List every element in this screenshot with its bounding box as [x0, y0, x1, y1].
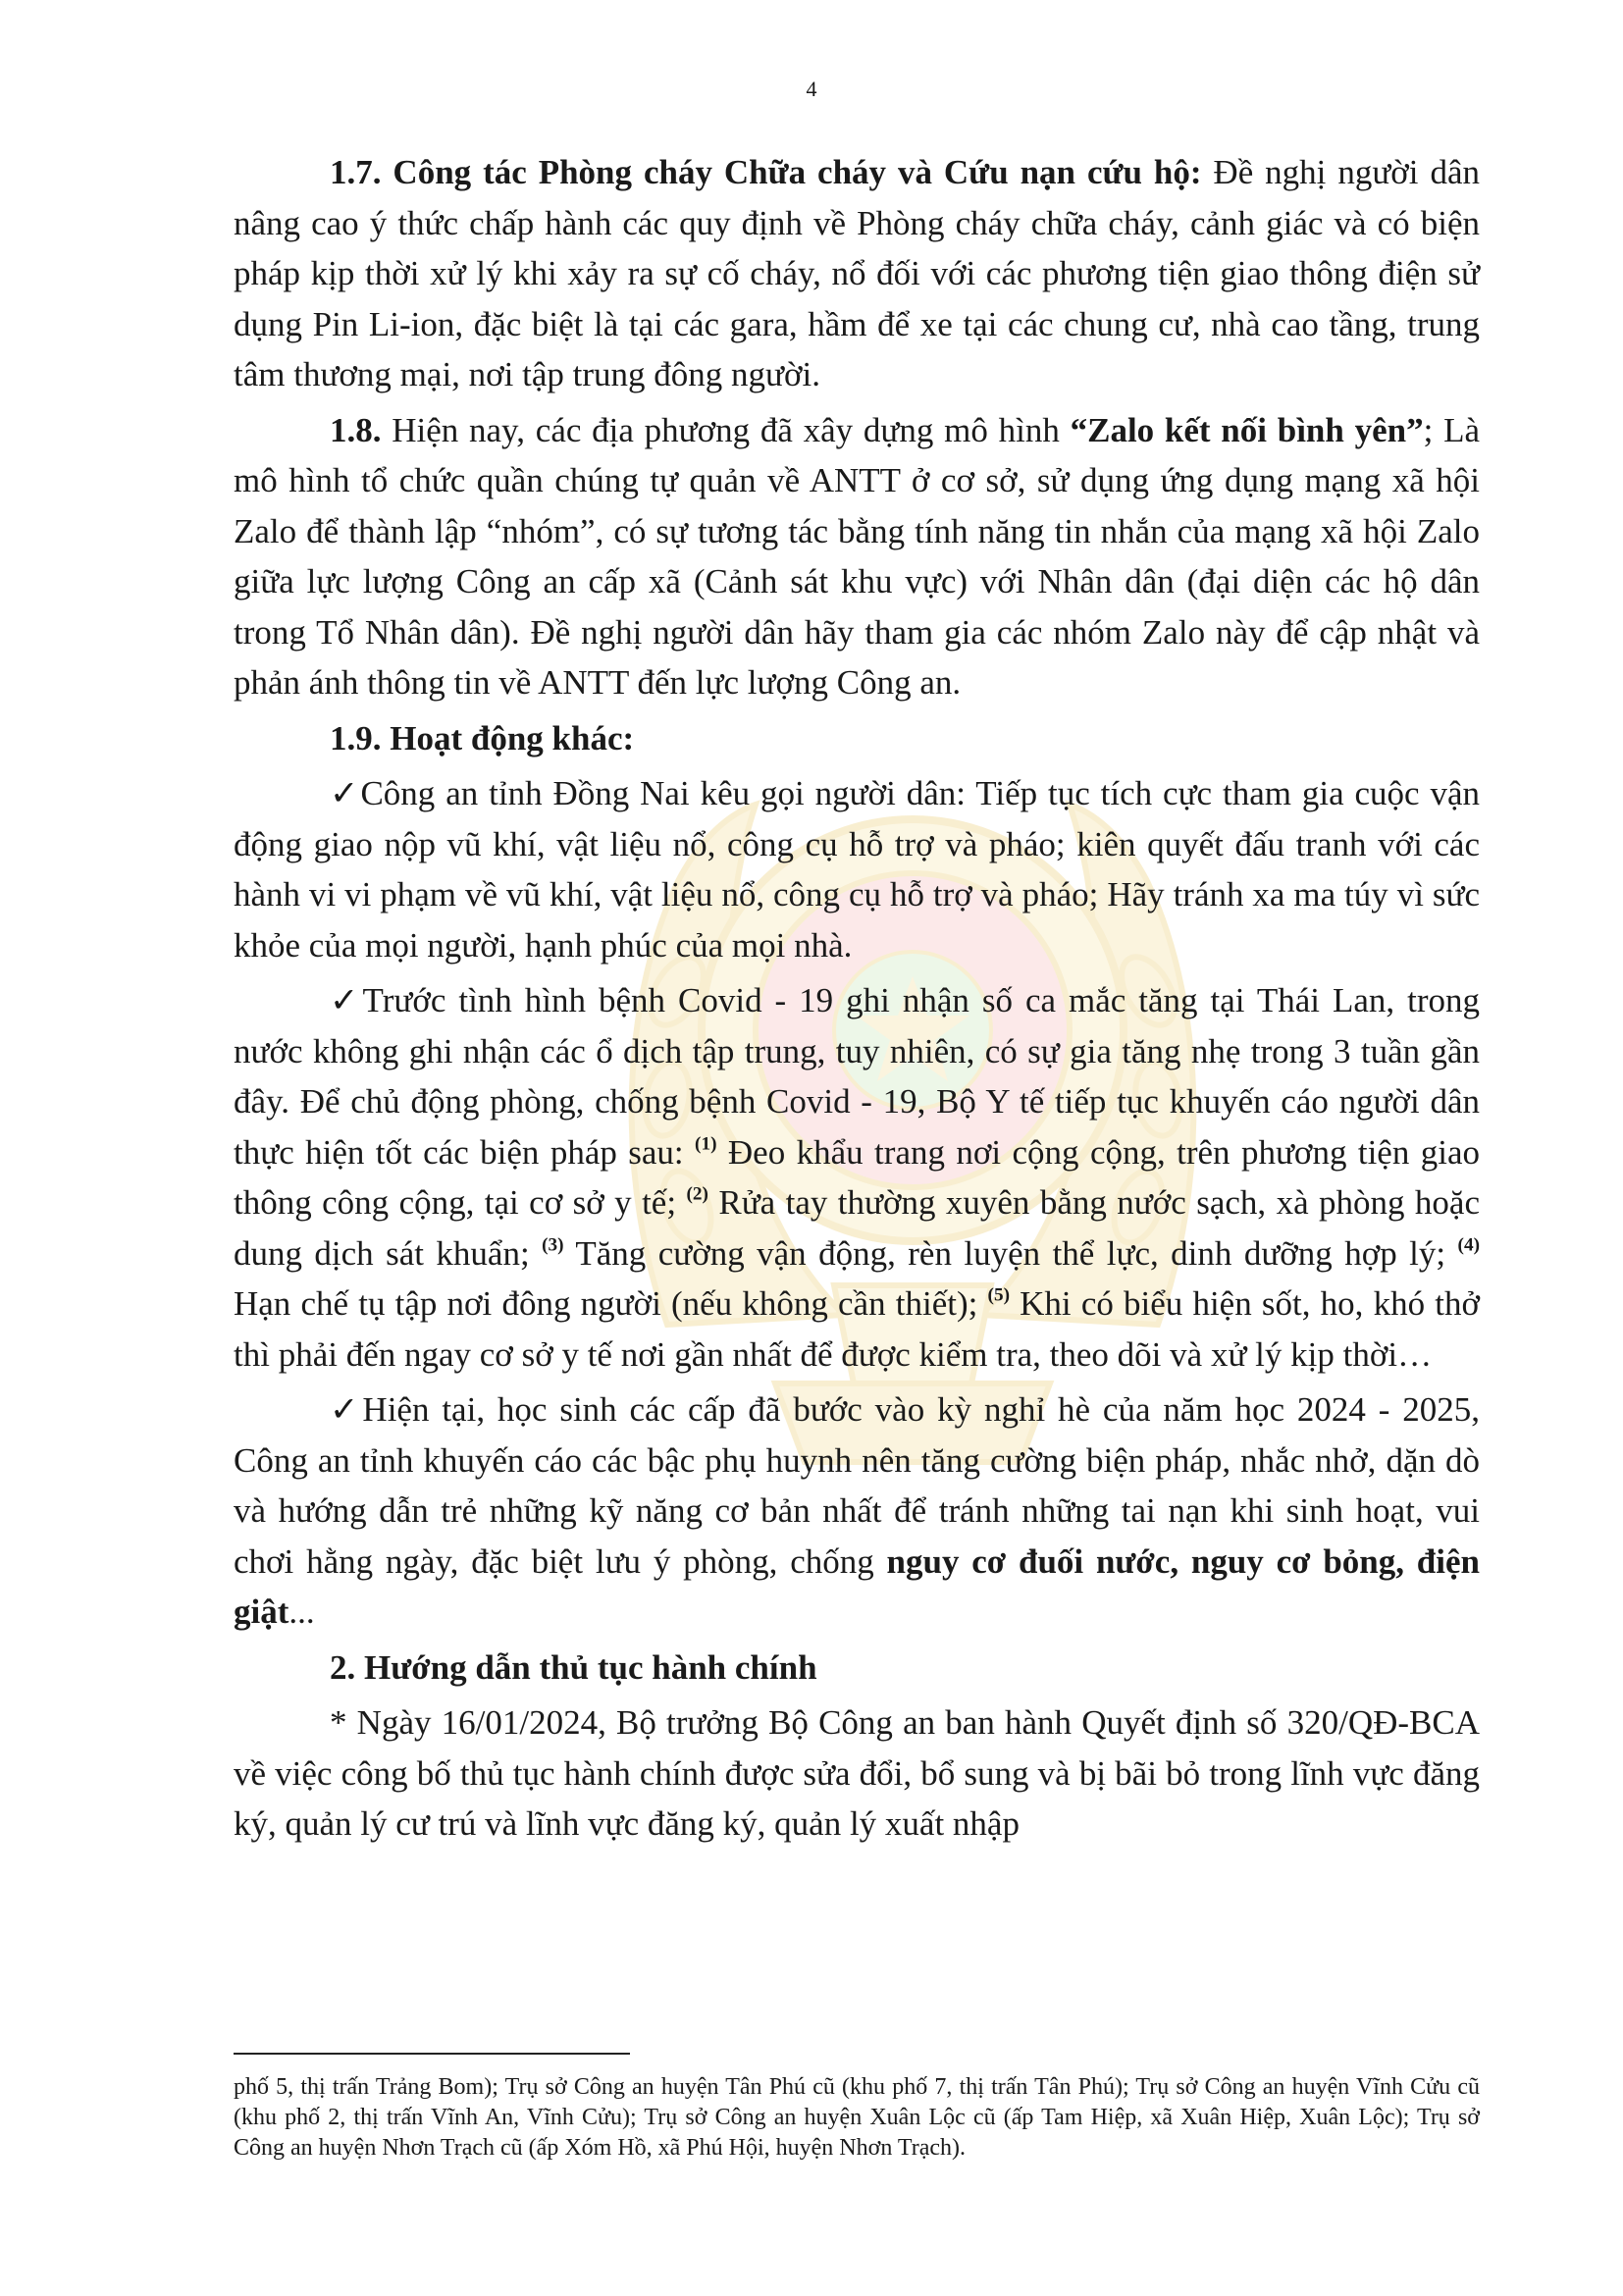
paragraph-zalo-model: [234, 405, 1480, 708]
weapons-drugs-text: ✓Công an tỉnh Đồng Nai kêu gọi người dân: Tiếp tục tích cực tham gia cuộc vận động giao nộp vũ khí, vật liệu nổ, công cụ hỗ trợ và pháo; kiên quyết đấu tranh với các hành vi vi phạm về vũ khí, vật liệu nổ, công cụ hỗ trợ và pháo; Hãy tránh xa ma túy vì sức khỏe của mọi người, hạnh phúc của mọi nhà.: [234, 774, 1480, 965]
covid-measure-5: Khi có biểu hiện sốt, ho, khó thở thì phải đến ngay cơ sở y tế nơi gần nhất để được kiểm tra, theo dõi và xử lý kịp thời…: [234, 1284, 1480, 1374]
heading-zalo-number: 1.8.: [330, 410, 382, 449]
covid-measure-2: Rửa tay thường xuyên bằng nước sạch, xà phòng hoặc dung dịch sát khuẩn;: [234, 1183, 1480, 1273]
footnote-separator: [234, 2053, 630, 2055]
summer-safety-text: ✓Hiện tại, học sinh các cấp đã bước vào kỳ nghỉ hè của năm học 2024 - 2025, Công an tỉnh khuyến cáo các bậc phụ huynh nên tăng cường biện pháp, nhắc nhở, dặn dò và hướng dẫn trẻ những kỹ năng cơ bản nhất để tránh những tai nạn khi sinh hoạt, vui chơi hằng ngày, đặc biệt lưu ý phòng, chống: [234, 1390, 1480, 1581]
paragraph-summer-safety: [234, 1384, 1480, 1638]
paragraph-admin-heading: [234, 1643, 1480, 1694]
covid-measure-4-number: (4): [1457, 1234, 1480, 1256]
heading-other-activities: 1.9. Hoạt động khác:: [330, 718, 635, 757]
paragraph-admin-decision: [234, 1697, 1480, 1850]
heading-fire-safety: 1.7. Công tác Phòng cháy Chữa cháy và Cứu nạn cứu hộ:: [330, 153, 1202, 191]
document-body: [234, 147, 1480, 1854]
page-number: 4: [806, 77, 817, 101]
covid-intro: ✓Trước tình hình bệnh Covid - 19 ghi nhận số ca mắc tăng tại Thái Lan, trong nước không ghi nhận các ổ dịch tập trung, tuy nhiên, có sự gia tăng nhẹ trong 3 tuần gần đây. Để chủ động phòng, chống bệnh Covid - 19, Bộ Y tế tiếp tục khuyến cáo người dân thực hiện tốt các biện pháp sau:: [234, 981, 1480, 1172]
covid-measure-3: Tăng cường vận động, rèn luyện thể lực, dinh dưỡng hợp lý;: [563, 1233, 1458, 1273]
paragraph-weapons-drugs: [234, 768, 1480, 970]
paragraph-other-heading: [234, 713, 1480, 764]
summer-safety-end: ...: [288, 1592, 315, 1631]
fire-safety-text: Đề nghị người dân nâng cao ý thức chấp hành các quy định về Phòng cháy chữa cháy, cảnh giác và có biện pháp kịp thời xử lý khi xảy ra sự cố cháy, nổ đối với các phương tiện giao thông điện sử dụng Pin Li-ion, đặc biệt là tại các gara, hầm để xe tại các chung cư, nhà cao tầng, trung tâm thương mại, nơi tập trung đông người.: [234, 153, 1480, 393]
zalo-model-name: “Zalo kết nối bình yên”: [1070, 410, 1424, 449]
covid-measure-2-number: (2): [686, 1183, 708, 1205]
footnote: phố 5, thị trấn Trảng Bom); Trụ sở Công an huyện Tân Phú cũ (khu phố 7, thị trấn Tân Phú); Trụ sở Công an huyện Vĩnh Cửu cũ (khu phố 2, thị trấn Vĩnh An, Vĩnh Cửu); Trụ sở Công an huyện Xuân Lộc cũ (ấp Tam Hiệp, xã Xuân Hiệp, Xuân Lộc); Trụ sở Công an huyện Nhơn Trạch cũ (ấp Xóm Hồ, xã Phú Hội, huyện Nhơn Trạch).: [234, 2074, 1480, 2161]
paragraph-covid: [234, 975, 1480, 1380]
zalo-text-after: ; Là mô hình tổ chức quần chúng tự quản về ANTT ở cơ sở, sử dụng ứng dụng mạng xã hội Zalo để thành lập “nhóm”, có sự tương tác bằng tính năng tin nhắn của mạng xã hội Zalo giữa lực lượng Công an cấp xã (Cảnh sát khu vực) với Nhân dân (đại diện các hộ dân trong Tổ Nhân dân). Đề nghị người dân hãy tham gia các nhóm Zalo này để cập nhật và phản ánh thông tin về ANTT đến lực lượng Công an.: [234, 410, 1481, 702]
summer-safety-risks: nguy cơ đuối nước, nguy cơ bỏng, điện giật: [234, 1541, 1480, 1631]
covid-measure-1-number: (1): [695, 1133, 717, 1155]
covid-measure-4: Hạn chế tụ tập nơi đông người (nếu không cần thiết);: [234, 1284, 988, 1323]
zalo-text-before: Hiện nay, các địa phương đã xây dựng mô hình: [381, 410, 1071, 449]
covid-measure-1: Đeo khẩu trang nơi cộng cộng, trên phương tiện giao thông công cộng, tại cơ sở y tế;: [234, 1132, 1480, 1222]
paragraph-fire-safety: [234, 147, 1480, 400]
heading-admin-procedures: 2. Hướng dẫn thủ tục hành chính: [330, 1647, 817, 1687]
covid-measure-5-number: (5): [987, 1284, 1010, 1306]
admin-decision-text: * Ngày 16/01/2024, Bộ trưởng Bộ Công an ban hành Quyết định số 320/QĐ-BCA về việc công bố thủ tục hành chính được sửa đổi, bổ sung và bị bãi bỏ trong lĩnh vực đăng ký, quản lý cư trú và lĩnh vực đăng ký, quản lý xuất nhập: [234, 1703, 1480, 1843]
covid-measure-3-number: (3): [542, 1234, 564, 1256]
